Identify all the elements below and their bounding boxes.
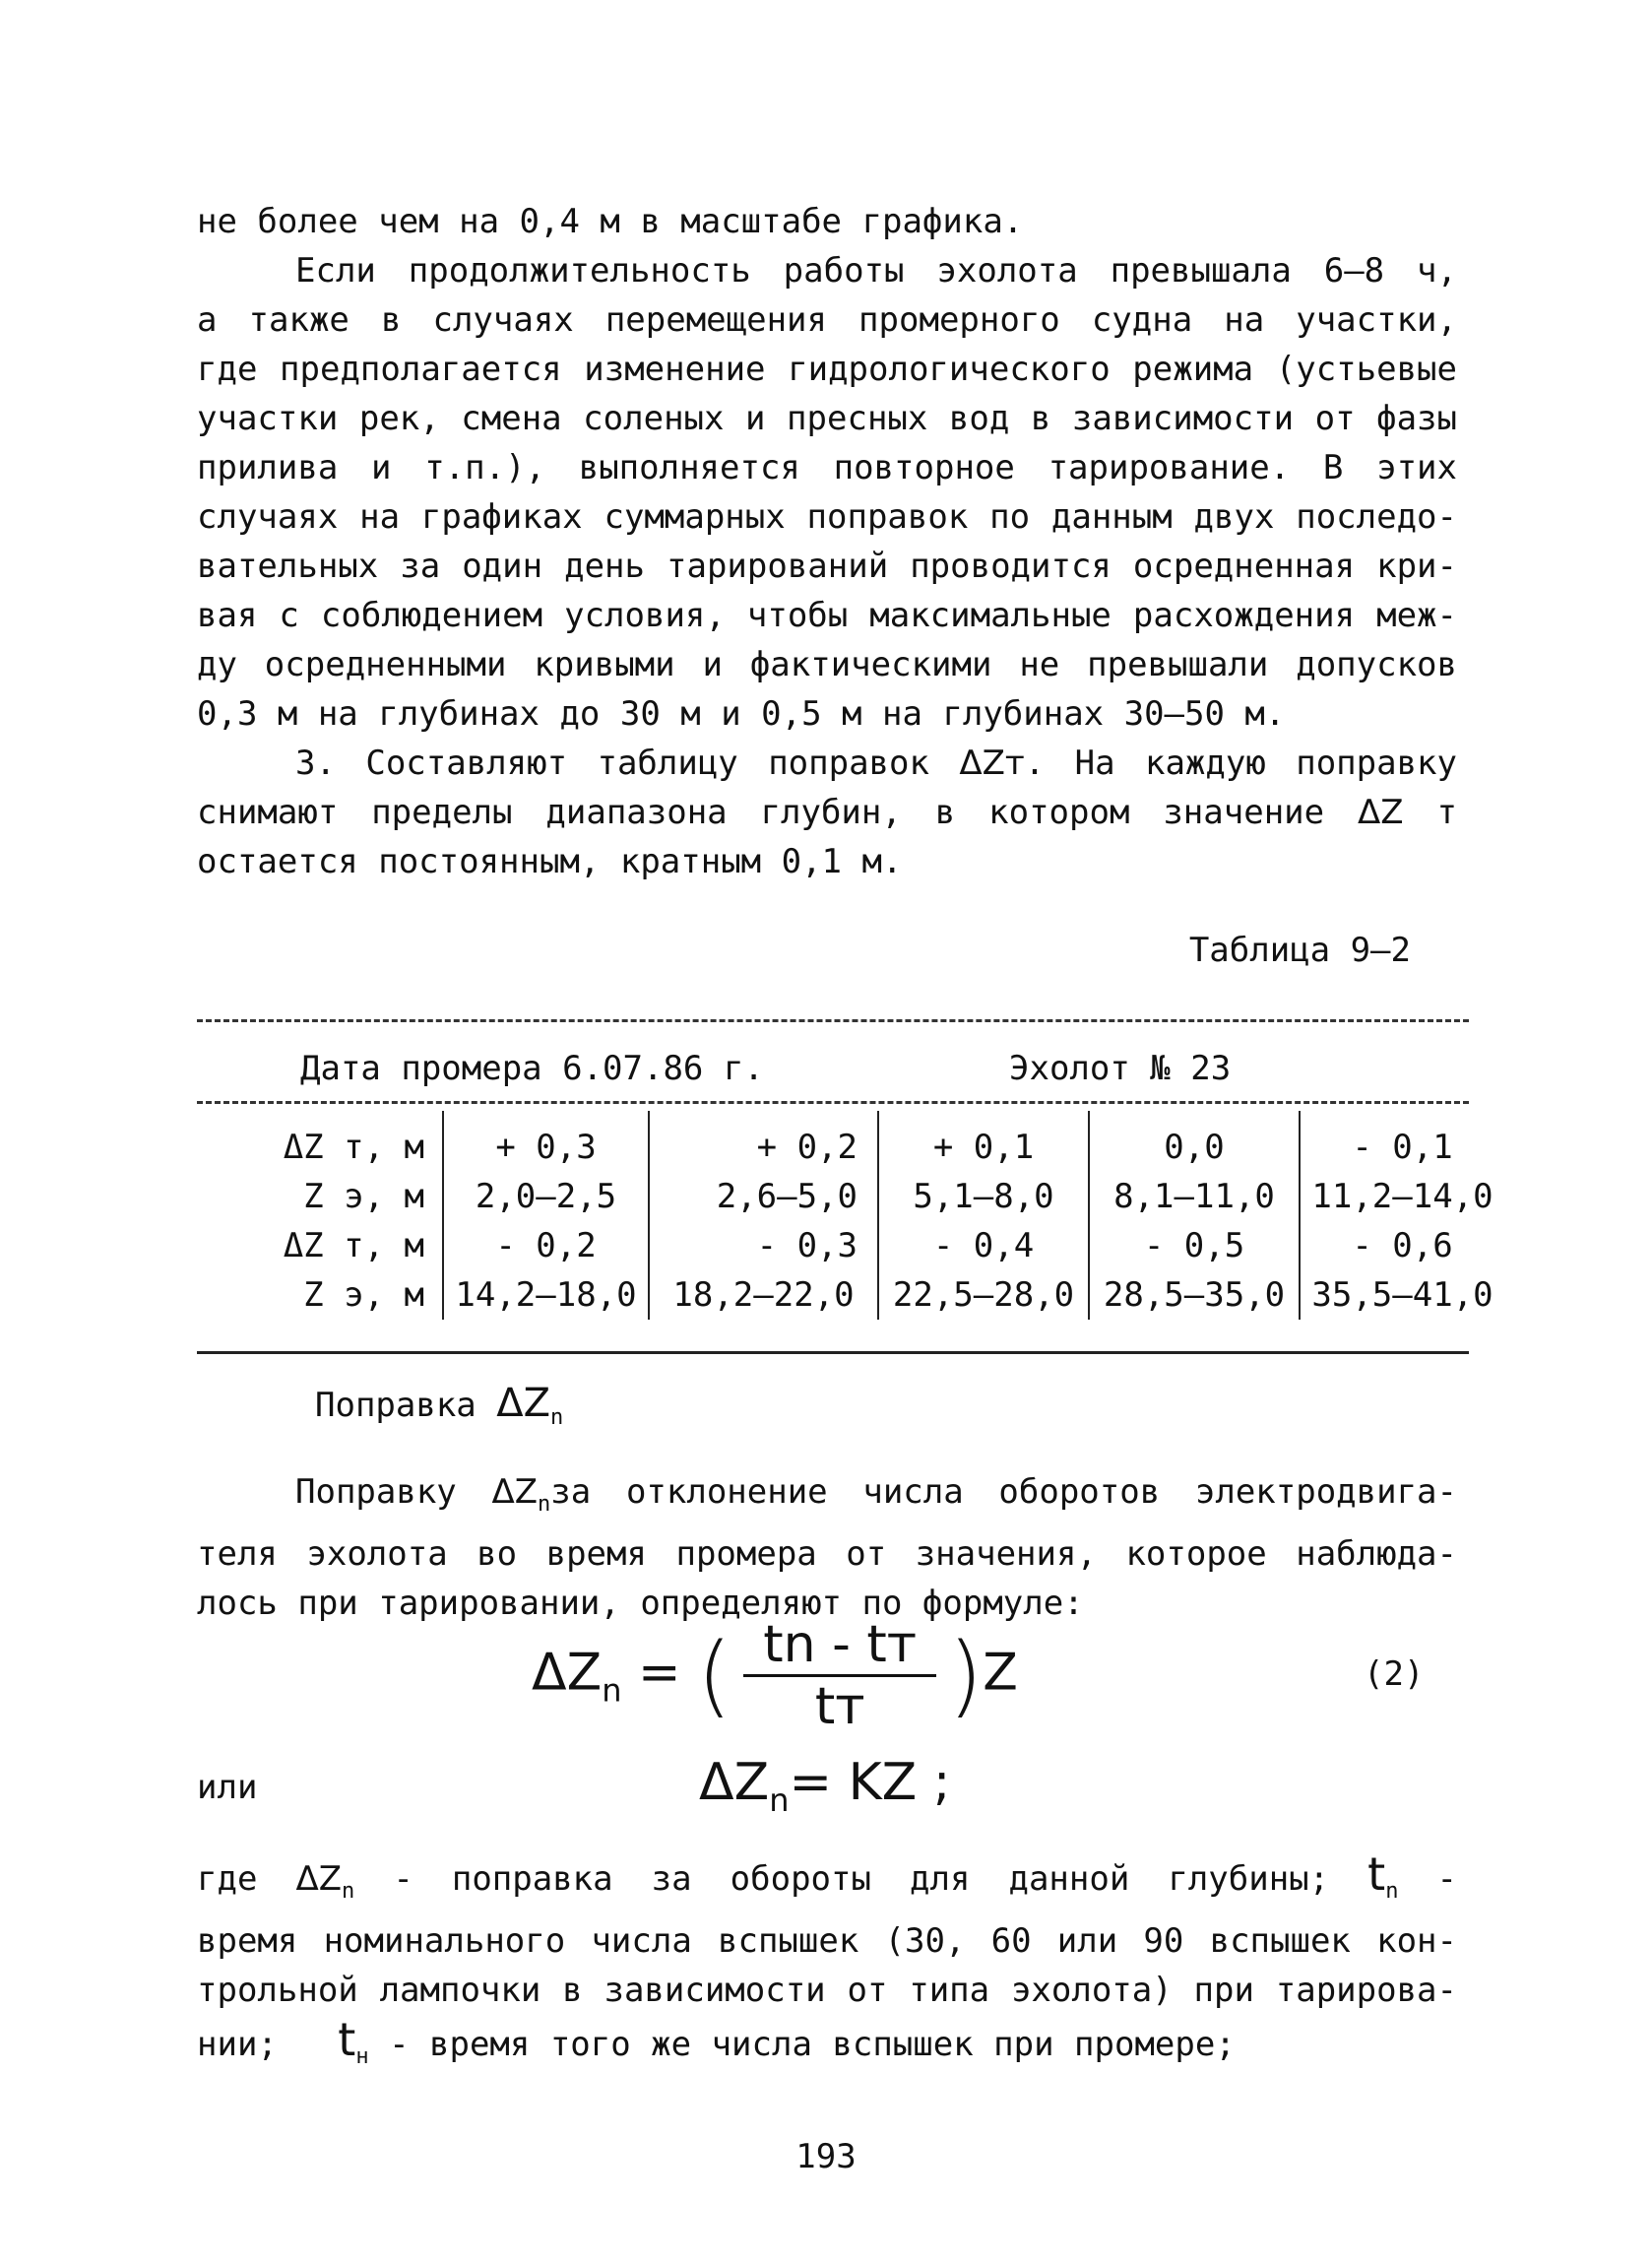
table-row <box>197 1111 1504 1172</box>
paragraph-3 <box>197 739 1457 886</box>
table-row <box>197 1221 1504 1270</box>
text-line: теля эхолота во время промера от значения, которое наблюда- <box>197 1534 1457 1574</box>
text-line: участки рек, смена соленых и пресных вод в зависимости от фазы <box>197 399 1457 438</box>
subscript: n <box>769 1781 790 1819</box>
paragraph-2 <box>197 246 1457 739</box>
table-caption: Таблица 9–2 <box>1188 931 1411 970</box>
formula-lhs: ΔZ <box>699 1753 770 1812</box>
page-number: 193 <box>795 2137 857 2176</box>
text-line <box>197 1467 1457 1529</box>
equals-sign: = <box>638 1643 681 1703</box>
fraction-numerator: tn - tт <box>743 1615 936 1677</box>
row-label: Z э, м <box>303 1177 424 1216</box>
table-top-rule <box>197 1019 1469 1022</box>
text-fragment: где <box>197 1859 296 1899</box>
table-cell: 5,1–8,0 <box>878 1172 1089 1221</box>
fraction <box>743 1615 936 1736</box>
subscript: n <box>342 1879 355 1904</box>
formula-rhs: = KZ ; <box>789 1753 951 1812</box>
table-cell: 8,1–11,0 <box>1089 1172 1300 1221</box>
table-cell: 28,5–35,0 <box>1089 1270 1300 1320</box>
text-fragment: за отклонение числа оборотов электродвига- <box>550 1472 1458 1512</box>
text-line: 0,3 м на глубинах до 30 м и 0,5 м на глубинах 30–50 м. <box>197 694 1286 734</box>
row-label: ΔZ т, м <box>283 1128 424 1167</box>
table-cell: - 0,2 <box>443 1221 649 1270</box>
delta-z-symbol: ΔZ <box>1358 793 1404 832</box>
paragraph-5 <box>197 1849 1457 2082</box>
text-line <box>197 739 1457 788</box>
table-cell: 35,5–41,0 <box>1300 1270 1504 1320</box>
text-fragment: - поправка за обороты для данной глубины; <box>354 1859 1368 1899</box>
t-symbol: t <box>338 2013 356 2066</box>
text-line: время номинального числа вспышек (30, 60 или 90 вспышек кон- <box>197 1921 1457 1961</box>
delta-z-symbol: ΔZ <box>496 1381 550 1426</box>
table-row <box>197 1172 1504 1221</box>
table-cell: - 0,6 <box>1300 1221 1504 1270</box>
table-cell: - 0,5 <box>1089 1221 1300 1270</box>
section-heading <box>315 1379 563 1443</box>
table-cell: - 0,1 <box>1300 1111 1504 1172</box>
table-header-echosounder: Эхолот № 23 <box>1009 1049 1232 1088</box>
table-cell: + 0,2 <box>649 1111 878 1172</box>
text-fragment: - <box>1398 1859 1457 1899</box>
corrections-table <box>197 1111 1504 1320</box>
subscript: н <box>355 2044 369 2069</box>
paragraph-4 <box>197 1467 1457 1628</box>
t-symbol: t <box>1367 1847 1386 1901</box>
fraction-denominator: tт <box>814 1677 865 1736</box>
table-cell: + 0,1 <box>878 1111 1089 1172</box>
text-line: не более чем на 0,4 м в масштабе графика. <box>197 202 1024 241</box>
table-cell: 14,2–18,0 <box>443 1270 649 1320</box>
text-fragment: Поправку <box>295 1472 492 1512</box>
text-fragment: 3. Составляют таблицу поправок <box>295 744 960 783</box>
paragraph-1 <box>197 197 1457 246</box>
subscript: n <box>1385 1879 1399 1904</box>
table-row <box>197 1270 1504 1320</box>
text-line: ду осредненными кривыми и фактическими не превышали допусков <box>197 645 1457 684</box>
heading-text: Поправка <box>315 1386 497 1425</box>
table-cell: 2,6–5,0 <box>649 1172 878 1221</box>
delta-z-symbol: ΔZт <box>959 744 1025 783</box>
table-cell: + 0,3 <box>443 1111 649 1172</box>
close-paren-icon: ) <box>948 1624 984 1727</box>
table-cell: 2,0–2,5 <box>443 1172 649 1221</box>
subscript: n <box>550 1405 564 1430</box>
text-line <box>197 1849 1457 1916</box>
table-cell: 22,5–28,0 <box>878 1270 1089 1320</box>
text-line: случаях на графиках суммарных поправок по данным двух последо- <box>197 497 1457 537</box>
text-line: вая с соблюдением условия, чтобы максимальные расхождения меж- <box>197 596 1457 635</box>
table-header-date: Дата промера 6.07.86 г. <box>300 1049 764 1088</box>
text-fragment: - время того же числа вспышек при промере; <box>368 2025 1236 2064</box>
text-line: трольной лампочки в зависимости от типа эхолота) при тарирова- <box>197 1971 1457 2010</box>
text-line: прилива и т.п.), выполняется повторное тарирование. В этих <box>197 448 1457 487</box>
text-fragment: . На каждую поправку <box>1024 744 1457 783</box>
text-line: а также в случаях перемещения промерного судна на участки, <box>197 300 1457 340</box>
subscript: т <box>1436 793 1457 832</box>
text-line <box>197 788 1457 837</box>
text-line <box>197 2015 1457 2082</box>
table-cell: 11,2–14,0 <box>1300 1172 1504 1221</box>
table-cell: 18,2–22,0 <box>649 1270 878 1320</box>
row-label: Z э, м <box>303 1275 424 1315</box>
subscript: n <box>538 1492 551 1517</box>
formula-2 <box>532 1615 1018 1736</box>
equation-number: (2) <box>1364 1654 1425 1694</box>
or-word: или <box>197 1768 258 1807</box>
text-fragment: снимают пределы диапазона глубин, в котором значение <box>197 793 1359 832</box>
text-line: лось при тарировании, определяют по формуле: <box>197 1584 1084 1623</box>
row-label: ΔZ т, м <box>283 1226 424 1265</box>
text-line: вательных за один день тарирований проводится осредненная кри- <box>197 547 1457 586</box>
table-cell: - 0,4 <box>878 1221 1089 1270</box>
formula-lhs: ΔZ <box>532 1643 603 1703</box>
text-line: где предполагается изменение гидрологического режима (устьевые <box>197 350 1457 389</box>
table-bottom-rule <box>197 1351 1469 1354</box>
table-cell: - 0,3 <box>649 1221 878 1270</box>
text-line: Если продолжительность работы эхолота превышала 6–8 ч, <box>295 251 1457 291</box>
table-header-rule <box>197 1101 1469 1104</box>
text-fragment: нии; <box>197 2025 339 2064</box>
formula-2b <box>699 1753 950 1819</box>
text-line: остается постоянным, кратным 0,1 м. <box>197 842 903 881</box>
table-cell: 0,0 <box>1089 1111 1300 1172</box>
subscript: n <box>602 1671 622 1710</box>
delta-z-symbol: ΔZ <box>295 1859 343 1899</box>
open-paren-icon: ( <box>697 1624 732 1727</box>
formula-z: Z <box>983 1643 1018 1703</box>
delta-z-symbol: ΔZ <box>491 1472 539 1512</box>
